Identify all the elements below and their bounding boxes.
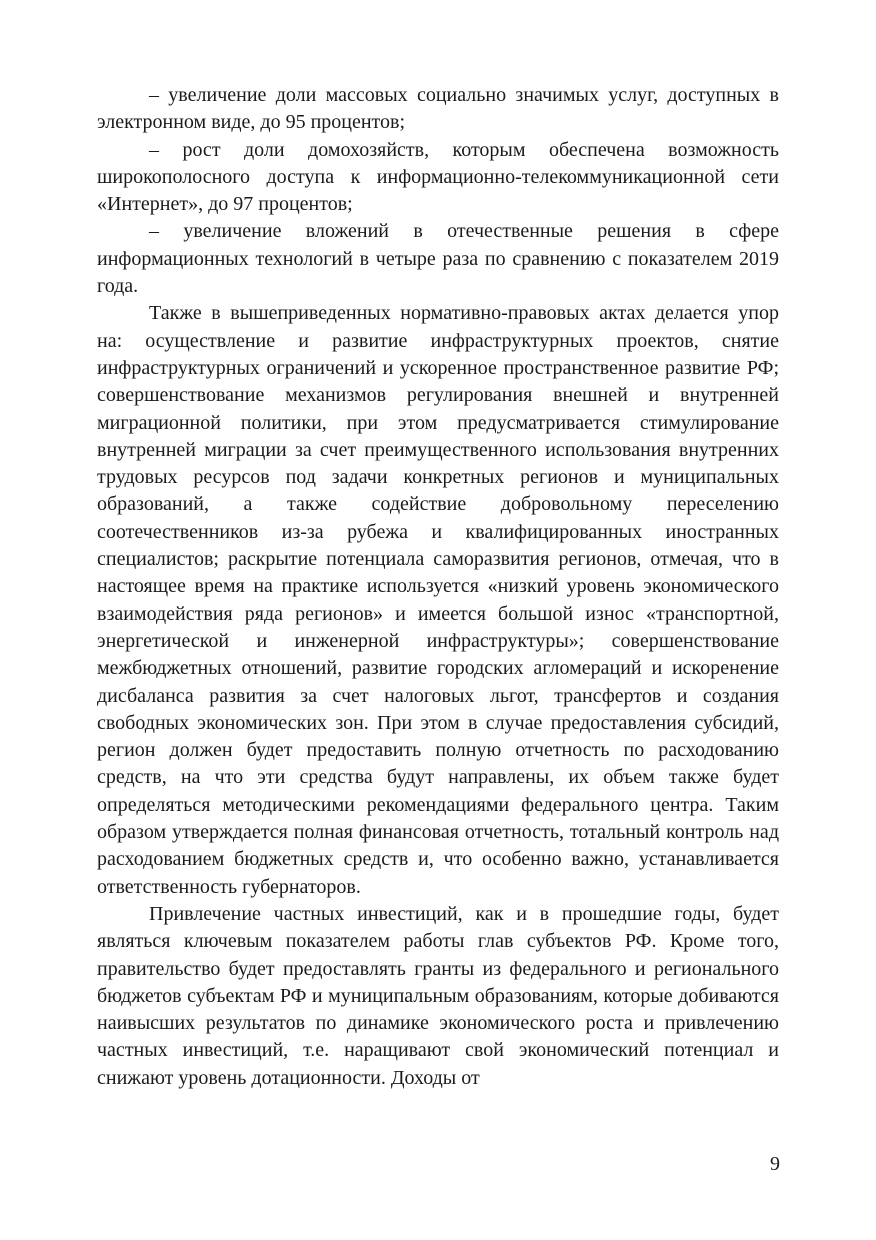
- bullet-item-1: – увеличение доли массовых социально значимых услуг, доступных в электронном виде, до 95 процентов;: [97, 84, 779, 134]
- page-number: 9: [770, 1153, 780, 1175]
- bullet-item-2: – рост доли домохозяйств, которым обеспечена возможность широкополосного доступа к информационно-телекоммуникационной сети «Интернет», до 97 процентов;: [97, 138, 779, 216]
- paragraph-1: Также в вышеприведенных нормативно-правовых актах делается упор на: осуществление и развитие инфраструктурных проектов, снятие инфраструктурных ограничений и ускоренное пространственное развитие РФ; совершенствование механизмов регулирования внешней и внутренней миграционной политики, при этом предусматривается стимулирование внутренней миграции за счет преимущественного использования внутренних трудовых ресурсов под задачи конкретных регионов и муниципальных образований, а также содействие добровольному переселению соотечественников из-за рубежа и квалифицированных иностранных специалистов; раскрытие потенциала саморазвития регионов, отмечая, что в настоящее время на практике используется «низкий уровень экономического взаимодействия ряда регионов» и имеется большой износ «транспортной, энергетической и инженерной инфраструктуры»; совершенствование межбюджетных отношений, развитие городских агломераций и искоренение дисбаланса развития за счет налоговых льгот, трансфертов и создания свободных экономических зон. При этом в случае предоставления субсидий, регион должен будет предоставить полную отчетность по расходованию средств, на что эти средства будут направлены, их объем также будет определяться методическими рекомендациями федерального центра. Таким образом утверждается полная финансовая отчетность, тотальный контроль над расходованием бюджетных средств и, что особенно важно, устанавливается ответственность губернаторов.: [97, 302, 779, 898]
- bullet-item-3: – увеличение вложений в отечественные решения в сфере информационных технологий в четыре раза по сравнению с показателем 2019 года.: [97, 220, 779, 298]
- page-body: [97, 82, 779, 1092]
- paragraph-2: Привлечение частных инвестиций, как и в прошедшие годы, будет являться ключевым показателем работы глав субъектов РФ. Кроме того, правительство будет предоставлять гранты из федерального и регионального бюджетов субъектам РФ и муниципальным образованиям, которые добиваются наивысших результатов по динамике экономического роста и привлечению частных инвестиций, т.е. наращивают свой экономический потенциал и снижают уровень дотационности. Доходы от: [97, 902, 779, 1089]
